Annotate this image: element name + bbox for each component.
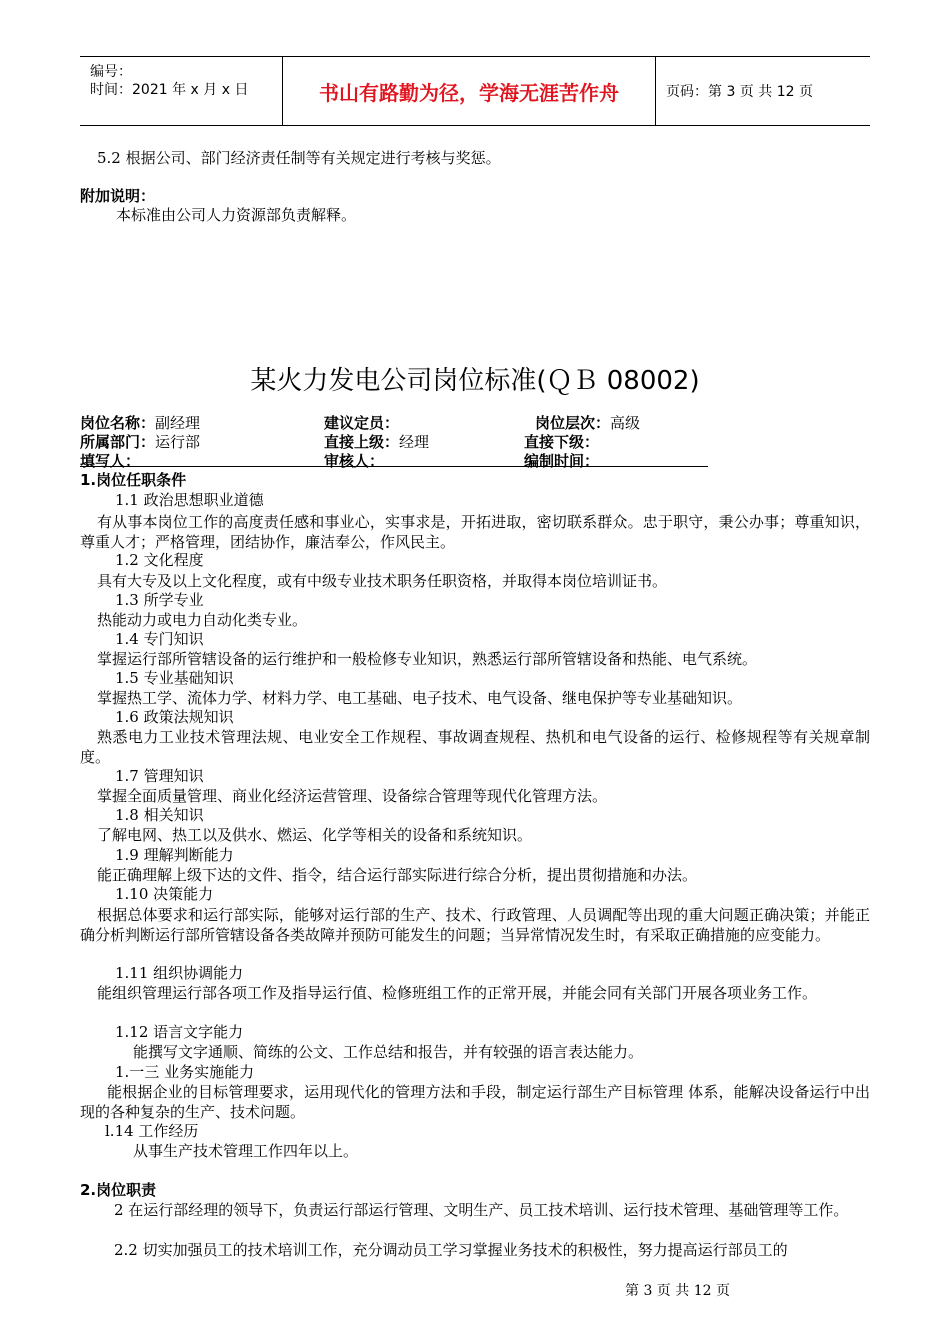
item-1-3-text: 热能动力或电力自动化类专业。 — [97, 611, 308, 629]
item-1-12-text: 能撰写文字通顺、简练的公文、工作总结和报告，并有较强的语言表达能力。 — [133, 1043, 644, 1061]
item-2-1-text: 2 在运行部经理的领导下，负责运行部运行管理、文明生产、员工技术培训、运行技术管理、基础管理等工作。 — [114, 1201, 849, 1219]
info-position-level: 岗位层次：高级 — [535, 414, 641, 432]
page-footer: 第 3 页 共 12 页 — [625, 1283, 730, 1299]
item-1-1-title: 1.1 政治思想职业道德 — [115, 491, 264, 509]
item-1-4-text: 掌握运行部所管辖设备的运行维护和一般检修专业知识，熟悉运行部所管辖设备和热能、电气系统。 — [97, 650, 758, 668]
item-1-5-title: 1.5 专业基础知识 — [115, 669, 234, 687]
info-underline — [80, 466, 708, 467]
info-filled-by: 填写人： — [80, 452, 141, 470]
item-1-3-title: 1.3 所学专业 — [115, 591, 204, 609]
info-department: 所属部门：运行部 — [80, 433, 201, 451]
appendix-text: 本标准由公司人力资源部负责解释。 — [116, 206, 357, 224]
item-1-8-text: 了解电网、热工以及供水、燃运、化学等相关的设备和系统知识。 — [97, 826, 533, 844]
number-label: 编号： — [90, 64, 132, 80]
section-1-title: 1.岗位任职条件 — [80, 471, 187, 489]
appendix-title: 附加说明： — [80, 187, 156, 205]
item-1-10-text: 根据总体要求和运行部实际，能够对运行部的生产、技术、行政管理、人员调配等出现的重大问题正确决策；并能正确分析判断运行部所管辖设备各类故障并预防可能发生的问题；当异常情况发生时，有采取正确措施的应变能力。 — [80, 906, 870, 944]
item-1-9-text: 能正确理解上级下达的文件、指令，结合运行部实际进行综合分析，提出贯彻措施和办法。 — [97, 866, 698, 884]
item-1-2-title: 1.2 文化程度 — [115, 551, 204, 569]
item-1-13-text: 能根据企业的目标管理要求，运用现代化的管理方法和手段，制定运行部生产目标管理 体系，能解决设备运行中出现的各种复杂的生产、技术问题。 — [80, 1083, 870, 1121]
item-1-4-title: 1.4 专门知识 — [115, 630, 204, 648]
item-1-5-text: 掌握热工学、流体力学、材料力学、电工基础、电子技术、电气设备、继电保护等专业基础知识。 — [97, 689, 743, 707]
item-1-9-title: 1.9 理解判断能力 — [115, 846, 234, 864]
document-title: 某火力发电公司岗位标准(ＱＢ 08002) — [250, 366, 700, 396]
motto: 书山有路勤为径，学海无涯苦作舟 — [283, 57, 656, 125]
page-header — [80, 56, 870, 126]
info-suggested-staff: 建议定员： — [324, 414, 400, 432]
item-1-13-title: 1.一三 业务实施能力 — [115, 1063, 255, 1081]
item-1-1-text: 有从事本岗位工作的高度责任感和事业心，实事求是，开拓进取，密切联系群众。忠于职守，秉公办事；尊重知识，尊重人才；严格管理，团结协作，廉洁奉公，作风民主。 — [80, 513, 870, 551]
item-1-10-title: 1.10 决策能力 — [115, 885, 214, 903]
info-compile-date: 编制时间： — [524, 452, 600, 470]
prev-line-5-2: 5.2 根据公司、部门经济责任制等有关规定进行考核与奖惩。 — [97, 149, 501, 167]
item-1-7-title: 1.7 管理知识 — [115, 767, 204, 785]
item-2-2-text: 2.2 切实加强员工的技术培训工作，充分调动员工学习掌握业务技术的积极性，努力提高运行部员工的 — [114, 1241, 788, 1259]
item-1-7-text: 掌握全面质量管理、商业化经济运营管理、设备综合管理等现代化管理方法。 — [97, 787, 608, 805]
info-direct-subordinate: 直接下级： — [524, 433, 600, 451]
item-1-14-title: l.14 工作经历 — [105, 1122, 199, 1140]
item-1-12-title: 1.12 语言文字能力 — [115, 1023, 244, 1041]
item-1-8-title: 1.8 相关知识 — [115, 806, 204, 824]
item-1-14-text: 从事生产技术管理工作四年以上。 — [133, 1142, 359, 1160]
info-reviewer: 审核人： — [324, 452, 385, 470]
item-1-6-text: 熟悉电力工业技术管理法规、电业安全工作规程、事故调查规程、热机和电气设备的运行、检修规程等有关规章制度。 — [80, 728, 870, 766]
section-2-title: 2.岗位职责 — [80, 1181, 157, 1199]
item-1-11-title: 1.11 组织协调能力 — [115, 964, 244, 982]
item-1-2-text: 具有大专及以上文化程度，或有中级专业技术职务任职资格，并取得本岗位培训证书。 — [97, 572, 668, 590]
time-label: 时间：2021 年 x 月 x 日 — [90, 82, 249, 98]
info-position-name: 岗位名称：副经理 — [80, 414, 201, 432]
item-1-11-text: 能组织管理运行部各项工作及指导运行值、检修班组工作的正常开展，并能会同有关部门开展各项业务工作。 — [97, 984, 818, 1002]
item-1-6-title: 1.6 政策法规知识 — [115, 708, 234, 726]
page-label: 页码：第 3 页 共 12 页 — [666, 84, 813, 100]
header-meta-cell — [80, 57, 283, 125]
info-direct-superior: 直接上级：经理 — [324, 433, 430, 451]
